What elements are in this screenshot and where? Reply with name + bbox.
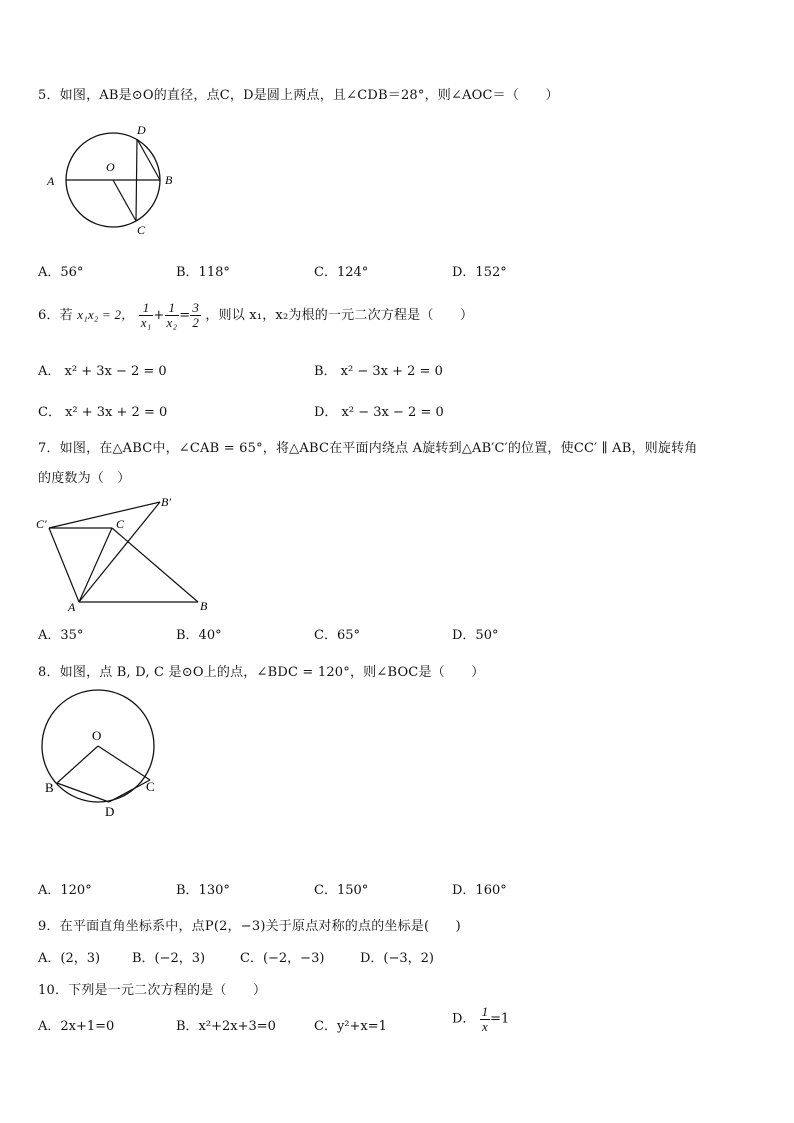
q7-stem-line1: 7．如图，在△ABC中，∠CAB = 65°，将△ABC在平面内绕点 A旋转到△AB′C′的位置，使CC′ ∥ AB，则旋转角 xyxy=(38,441,698,456)
q6-fraction-3: $\frac{3}{2}$ xyxy=(192,300,200,330)
q6-option-b[interactable]: B． x² − 3x + 2 = 0 xyxy=(314,364,443,379)
q5-circle-figure xyxy=(40,118,190,243)
q5-label-o: O xyxy=(106,160,115,174)
q7-option-c[interactable]: C．65° xyxy=(314,628,360,643)
q6-stem-suffix: ，则以 x₁，x₂为根的一元二次方程是（ ） xyxy=(205,308,474,323)
q8-option-c[interactable]: C．150° xyxy=(314,883,369,898)
q9-option-b[interactable]: B．(−2，3) xyxy=(132,951,206,966)
q10-option-c[interactable]: C．y²+x=1 xyxy=(314,1019,387,1034)
q8-label-b: B xyxy=(45,780,54,795)
q8-label-d: D xyxy=(105,804,115,819)
q6-option-a[interactable]: A． x² + 3x − 2 = 0 xyxy=(38,364,167,379)
q10-option-d-fraction: $\frac{1}{x}$ xyxy=(481,1004,489,1034)
q7-rotation-figure xyxy=(34,492,224,617)
q10-option-d-label: D． xyxy=(452,1011,476,1027)
q6-option-d[interactable]: D． x² − 3x − 2 = 0 xyxy=(314,405,444,420)
q6-fraction-1: $\frac{1}{\text{x₁}}$ xyxy=(140,300,152,330)
q8-label-c: C xyxy=(146,779,155,794)
q10-stem: 10．下列是一元二次方程的是（ ） xyxy=(38,983,267,998)
q7-label-c: C xyxy=(116,517,125,531)
q8-option-a[interactable]: A．120° xyxy=(38,883,92,898)
q6-stem-prefix: 6．若 xyxy=(38,308,73,323)
q10-option-b[interactable]: B．x²+2x+3=0 xyxy=(176,1019,276,1034)
q5-label-a: A xyxy=(47,174,55,188)
q5-option-d[interactable]: D．152° xyxy=(452,265,507,280)
q7-label-a: A xyxy=(68,600,76,614)
q8-option-d[interactable]: D．160° xyxy=(452,883,507,898)
q5-option-c[interactable]: C．124° xyxy=(314,265,369,280)
q7-option-d[interactable]: D．50° xyxy=(452,628,499,643)
q8-label-o: O xyxy=(92,728,102,743)
q5-label-b: B xyxy=(165,173,173,187)
q7-label-b: B xyxy=(200,599,208,613)
q6-fraction-2: $\frac{1}{\text{x₂}}$ xyxy=(166,300,178,330)
q9-option-c[interactable]: C．(−2，−3) xyxy=(240,951,325,966)
q6-stem: 6．若 x₁x₂ = 2， $\frac{1}{\text{x₁}}$ + $\frac{1}{\text{x₂}}$ = $\frac{3}{2}$ ，则以 x₁，x₂为根的一元二次方程是（ ） xyxy=(38,300,474,330)
q6-condition-product: x₁x₂ = 2， xyxy=(77,307,135,322)
q6-option-c[interactable]: C． x² + 3x + 2 = 0 xyxy=(38,405,168,420)
q8-option-b[interactable]: B．130° xyxy=(176,883,230,898)
q7-label-c-prime: C′ xyxy=(36,517,47,531)
q5-option-b[interactable]: B．118° xyxy=(176,265,230,280)
q7-option-a[interactable]: A．35° xyxy=(38,628,84,643)
q8-stem: 8．如图，点 B, D, C 是⊙O上的点，∠BDC = 120°，则∠BOC是（ ） xyxy=(38,665,485,680)
q5-label-c: C xyxy=(137,223,146,237)
q9-stem: 9．在平面直角坐标系中，点P(2，−3)关于原点对称的点的坐标是( ) xyxy=(38,919,461,934)
q5-option-a[interactable]: A．56° xyxy=(38,265,84,280)
q5-stem: 5．如图，AB是⊙O的直径，点C，D是圆上两点，且∠CDB＝28°，则∠AOC＝（ ） xyxy=(38,88,559,103)
q9-option-a[interactable]: A．(2，3) xyxy=(38,951,101,966)
q10-option-a[interactable]: A．2x+1=0 xyxy=(38,1019,115,1034)
q7-label-b-prime: B′ xyxy=(161,495,171,509)
q7-stem-line2: 的度数为（ ） xyxy=(38,471,131,486)
q9-option-d[interactable]: D．(−3，2) xyxy=(360,951,435,966)
q5-label-d: D xyxy=(137,123,146,137)
q8-circle-figure xyxy=(36,688,166,823)
q7-option-b[interactable]: B．40° xyxy=(176,628,222,643)
q10-option-d[interactable] xyxy=(452,1005,509,1034)
q10-option-d-rhs: =1 xyxy=(490,1011,510,1027)
